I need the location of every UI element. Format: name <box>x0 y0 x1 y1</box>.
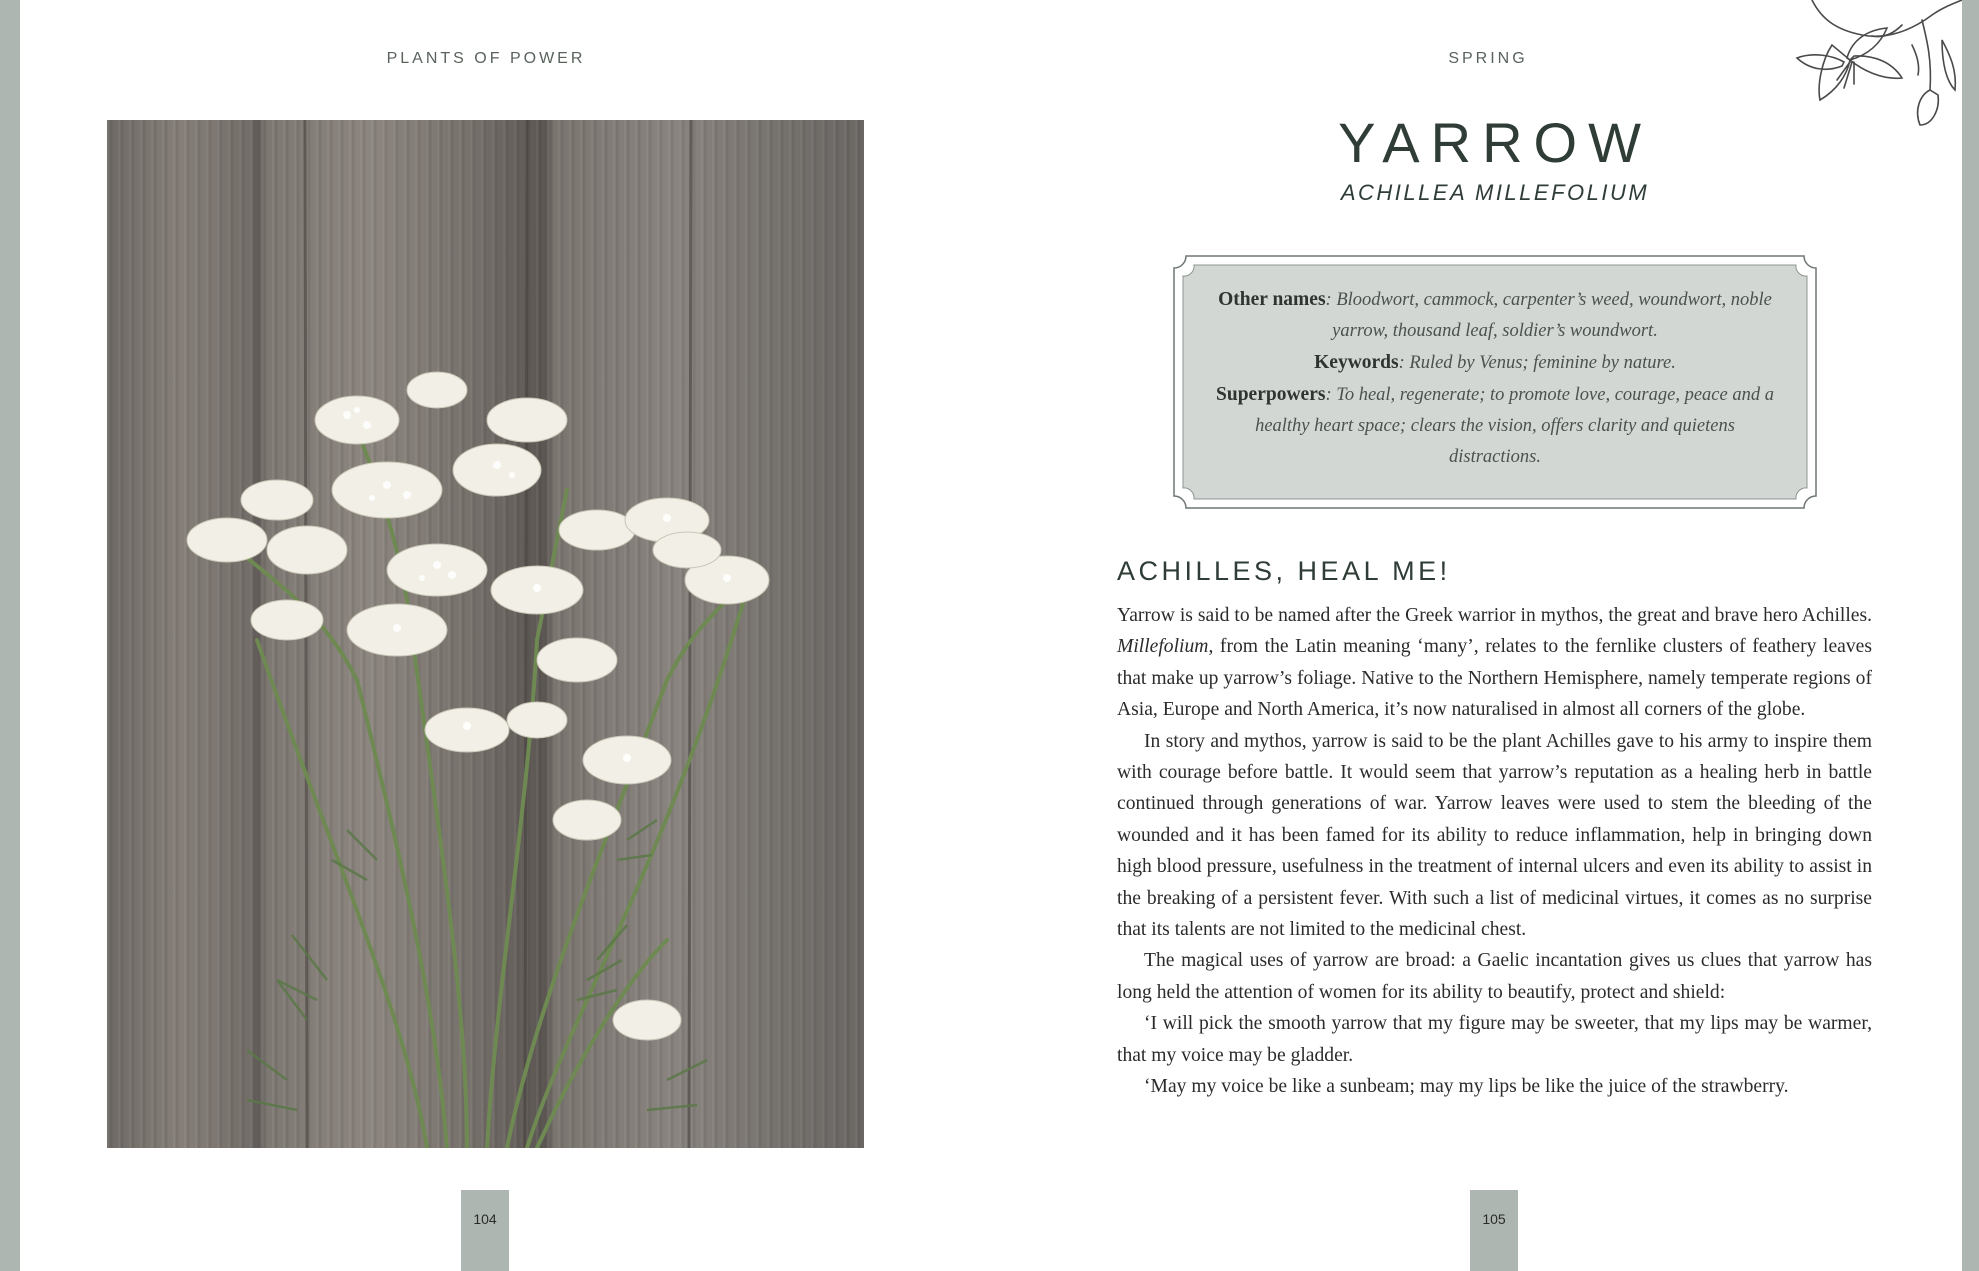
superpowers-label: Superpowers <box>1216 384 1326 405</box>
lily-flower-ornament-icon <box>1792 0 1962 140</box>
paragraph-1-end: , from the Latin meaning ‘many’, relates to the fernlike clusters of feathery leaves that make up yarrow’s foliage. Native to the Northern Hemisphere, namely temperate regions of Asia, Europe and North America, it’s now naturalised in almost all corners of the globe. <box>1117 636 1872 721</box>
page-number-right: 105 <box>1470 1190 1518 1271</box>
yarrow-flowers-photo <box>107 120 864 1148</box>
paragraph-3: The magical uses of yarrow are broad: a Gaelic incantation gives us clues that yarrow has long held the attention of women for its ability to beautify, protect and shield: <box>1117 950 1872 1003</box>
paragraph-5: ‘May my voice be like a sunbeam; may my lips be like the juice of the strawberry. <box>1144 1076 1789 1098</box>
body-text <box>1117 600 1872 1103</box>
yarrow-flowers-icon <box>107 120 864 1148</box>
paragraph-2: In story and mythos, yarrow is said to be the plant Achilles gave to his army to inspire them with courage before battle. It would seem that yarrow’s reputation as a healing herb in battle continued through generations of war. Yarrow leaves were used to stem the bleeding of the wounded and it has been famed for its ability to reduce inflammation, help in bringing down high blood pressure, usefulness in the treatment of internal ulcers and even its ability to assist in the breaking of a persistent fever. With such a list of medicinal virtues, it comes as no surprise that its talents are not limited to the medicinal chest. <box>1117 730 1872 941</box>
paragraph-4: ‘I will pick the smooth yarrow that my figure may be sweeter, that my lips may be warmer, that my voice may be gladder. <box>1117 1013 1872 1066</box>
keywords-value: : Ruled by Venus; feminine by nature. <box>1398 353 1676 373</box>
paragraph-1 <box>1117 600 1872 726</box>
section-heading: ACHILLES, HEAL ME! <box>1117 556 1451 586</box>
keywords-label: Keywords <box>1314 352 1399 373</box>
info-box-text <box>1212 284 1778 473</box>
latin-name: ACHILLEA MILLEFOLIUM <box>1340 180 1650 205</box>
other-names-value: : Bloodwort, cammock, carpenter’s weed, woundwort, noble yarrow, thousand leaf, soldier’s woundwort. <box>1325 290 1772 341</box>
right-page-edge <box>1962 0 1979 1271</box>
left-page-edge <box>0 0 20 1271</box>
page-number-left: 104 <box>461 1190 509 1271</box>
paragraph-1-italic: Millefolium <box>1117 636 1209 658</box>
running-head-left: PLANTS OF POWER <box>386 50 586 67</box>
page-title: YARROW <box>1338 111 1652 174</box>
superpowers-value: : To heal, regenerate; to promote love, courage, peace and a healthy heart space; clears the vision, offers clarity and quietens distractions. <box>1255 385 1774 467</box>
paragraph-1-start: Yarrow is said to be named after the Greek warrior in mythos, the great and brave hero Achilles. <box>1117 605 1872 626</box>
running-head-right: SPRING <box>1448 50 1528 67</box>
other-names-label: Other names <box>1218 289 1326 310</box>
info-box <box>1172 254 1818 510</box>
